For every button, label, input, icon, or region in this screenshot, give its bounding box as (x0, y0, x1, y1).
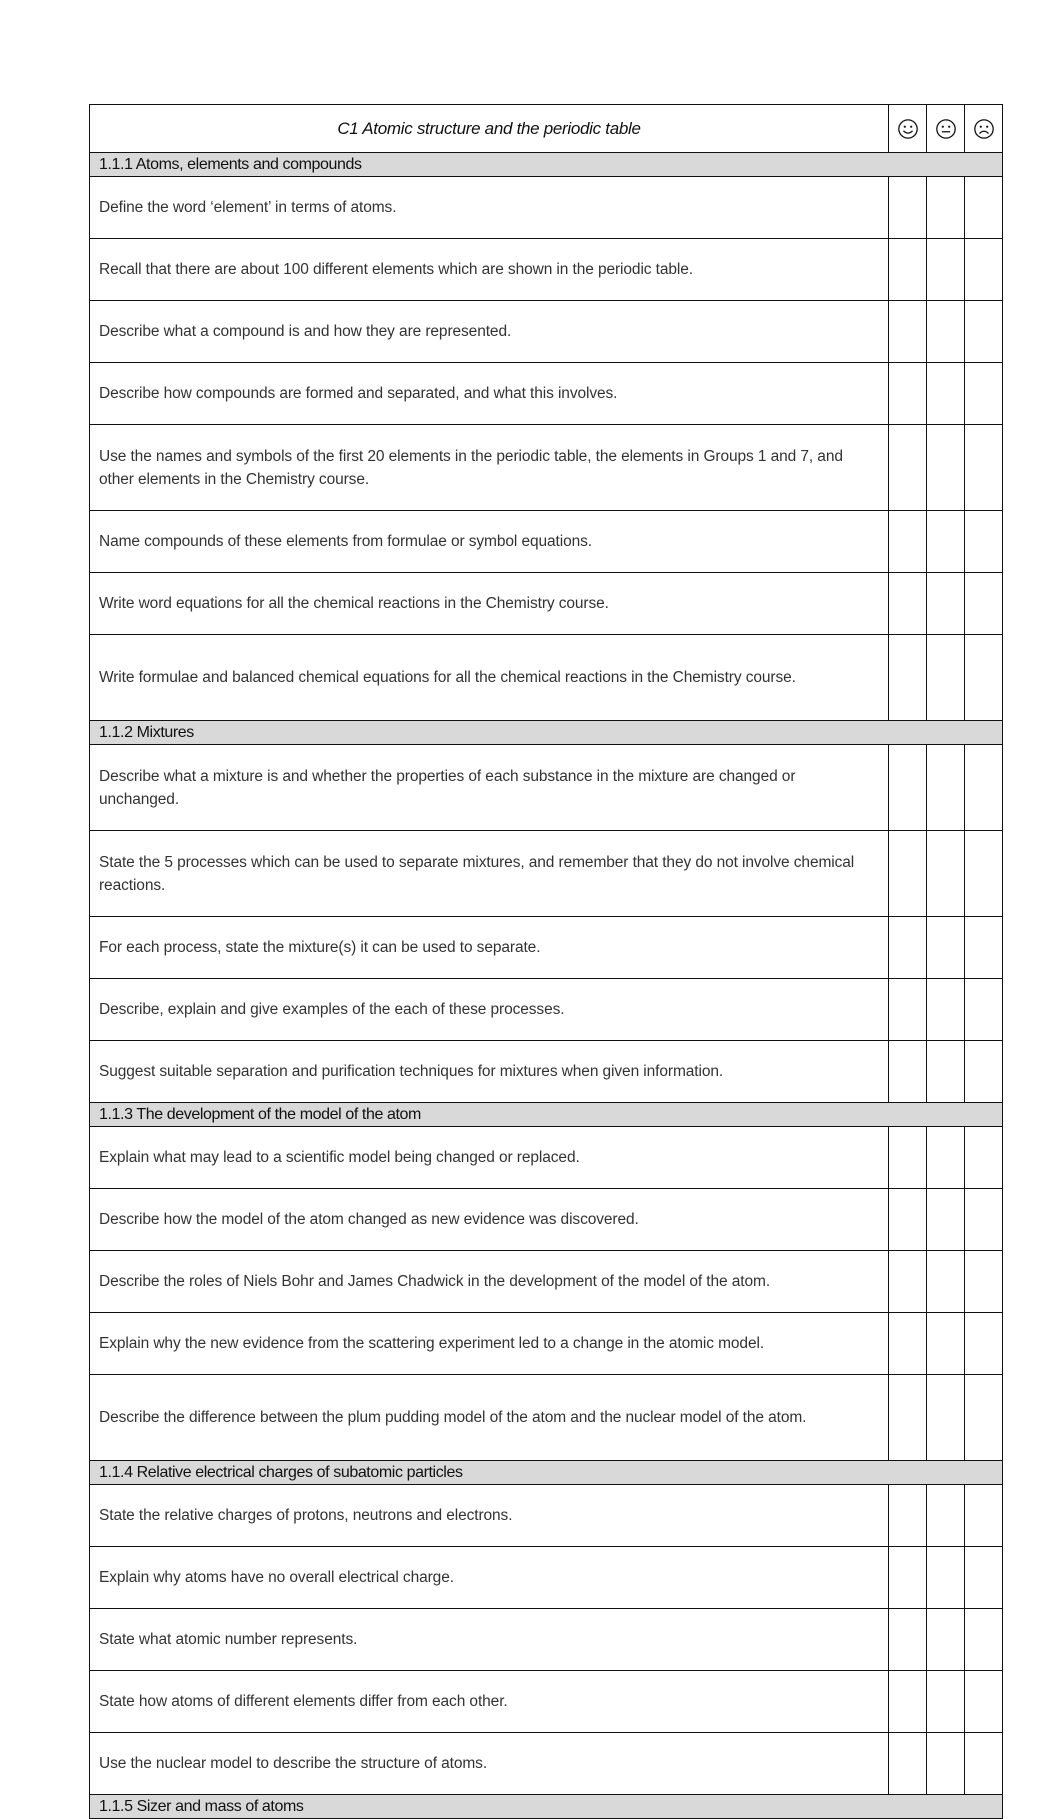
smiley-sad-icon (973, 118, 995, 140)
rating-checkbox-neutral[interactable] (927, 1127, 965, 1189)
learning-objective-text: Recall that there are about 100 different elements which are shown in the periodic table. (90, 239, 889, 301)
rating-checkbox-sad[interactable] (965, 1485, 1003, 1547)
rating-checkbox-happy[interactable] (889, 239, 927, 301)
smiley-happy-icon (897, 118, 919, 140)
learning-objective-text: Describe how compounds are formed and separated, and what this involves. (90, 363, 889, 425)
learning-objective-text: State what atomic number represents. (90, 1609, 889, 1671)
learning-objective-text: For each process, state the mixture(s) it can be used to separate. (90, 917, 889, 979)
rating-checkbox-sad[interactable] (965, 177, 1003, 239)
rating-checkbox-neutral[interactable] (927, 511, 965, 573)
checklist-row (90, 1189, 1003, 1251)
rating-checkbox-sad[interactable] (965, 1733, 1003, 1795)
checklist-row (90, 1609, 1003, 1671)
checklist-row (90, 1671, 1003, 1733)
rating-checkbox-neutral[interactable] (927, 177, 965, 239)
learning-objective-text: Write word equations for all the chemical reactions in the Chemistry course. (90, 573, 889, 635)
rating-checkbox-sad[interactable] (965, 1041, 1003, 1103)
rating-checkbox-neutral[interactable] (927, 301, 965, 363)
rating-checkbox-happy[interactable] (889, 511, 927, 573)
rating-header-happy (889, 105, 927, 153)
rating-checkbox-happy[interactable] (889, 301, 927, 363)
section-heading: 1.1.1 Atoms, elements and compounds (90, 153, 1003, 177)
checklist-row (90, 831, 1003, 917)
rating-checkbox-neutral[interactable] (927, 239, 965, 301)
rating-checkbox-happy[interactable] (889, 425, 927, 511)
title-row (90, 105, 1003, 153)
checklist-row (90, 1313, 1003, 1375)
rating-checkbox-happy[interactable] (889, 1189, 927, 1251)
rating-checkbox-happy[interactable] (889, 635, 927, 721)
smiley-neutral-icon (935, 118, 957, 140)
rating-checkbox-neutral[interactable] (927, 1609, 965, 1671)
section-heading: 1.1.2 Mixtures (90, 721, 1003, 745)
rating-checkbox-sad[interactable] (965, 1127, 1003, 1189)
section-header-row (90, 1103, 1003, 1127)
learning-objective-text: State the 5 processes which can be used to separate mixtures, and remember that they do not involve chemical reactions. (90, 831, 889, 917)
rating-checkbox-sad[interactable] (965, 301, 1003, 363)
rating-checkbox-happy[interactable] (889, 1547, 927, 1609)
rating-checkbox-sad[interactable] (965, 511, 1003, 573)
checklist-row (90, 1375, 1003, 1461)
section-heading: 1.1.3 The development of the model of the atom (90, 1103, 1003, 1127)
rating-checkbox-neutral[interactable] (927, 979, 965, 1041)
rating-checkbox-neutral[interactable] (927, 917, 965, 979)
rating-checkbox-sad[interactable] (965, 1189, 1003, 1251)
rating-checkbox-neutral[interactable] (927, 573, 965, 635)
rating-checkbox-neutral[interactable] (927, 831, 965, 917)
rating-checkbox-sad[interactable] (965, 979, 1003, 1041)
rating-checkbox-happy[interactable] (889, 831, 927, 917)
checklist-row (90, 573, 1003, 635)
section-heading: 1.1.4 Relative electrical charges of subatomic particles (90, 1461, 1003, 1485)
rating-checkbox-happy[interactable] (889, 1251, 927, 1313)
rating-checkbox-sad[interactable] (965, 745, 1003, 831)
learning-objective-text: Suggest suitable separation and purification techniques for mixtures when given information. (90, 1041, 889, 1103)
learning-objective-text: Explain why the new evidence from the scattering experiment led to a change in the atomic model. (90, 1313, 889, 1375)
learning-objective-text: State the relative charges of protons, neutrons and electrons. (90, 1485, 889, 1547)
learning-objective-text: Use the nuclear model to describe the structure of atoms. (90, 1733, 889, 1795)
checklist-page (89, 104, 1003, 1819)
section-heading: 1.1.5 Sizer and mass of atoms (90, 1795, 1003, 1819)
rating-checkbox-sad[interactable] (965, 239, 1003, 301)
learning-objective-text: Explain why atoms have no overall electrical charge. (90, 1547, 889, 1609)
checklist-row (90, 1251, 1003, 1313)
learning-objective-text: Describe what a mixture is and whether the properties of each substance in the mixture are changed or unchanged. (90, 745, 889, 831)
rating-checkbox-neutral[interactable] (927, 1547, 965, 1609)
rating-checkbox-neutral[interactable] (927, 425, 965, 511)
rating-checkbox-happy[interactable] (889, 363, 927, 425)
rating-checkbox-happy[interactable] (889, 1609, 927, 1671)
rating-checkbox-sad[interactable] (965, 425, 1003, 511)
rating-checkbox-happy[interactable] (889, 917, 927, 979)
rating-checkbox-sad[interactable] (965, 1671, 1003, 1733)
rating-checkbox-neutral[interactable] (927, 1041, 965, 1103)
rating-checkbox-happy[interactable] (889, 1041, 927, 1103)
learning-objective-text: Write formulae and balanced chemical equations for all the chemical reactions in the Chemistry course. (90, 635, 889, 721)
rating-checkbox-happy[interactable] (889, 1375, 927, 1461)
rating-checkbox-happy[interactable] (889, 1671, 927, 1733)
rating-checkbox-sad[interactable] (965, 917, 1003, 979)
checklist-row (90, 635, 1003, 721)
section-header-row (90, 1795, 1003, 1819)
rating-checkbox-sad[interactable] (965, 635, 1003, 721)
rating-checkbox-happy[interactable] (889, 1733, 927, 1795)
checklist-row (90, 1547, 1003, 1609)
checklist-row (90, 177, 1003, 239)
rating-checkbox-happy[interactable] (889, 177, 927, 239)
checklist-row (90, 1127, 1003, 1189)
rating-header-neutral (927, 105, 965, 153)
checklist-row (90, 917, 1003, 979)
learning-objective-text: Use the names and symbols of the first 20 elements in the periodic table, the elements in Groups 1 and 7, and other elements in the Chemistry course. (90, 425, 889, 511)
topic-checklist-table (89, 104, 1003, 1819)
table-title: C1 Atomic structure and the periodic table (90, 105, 889, 153)
rating-checkbox-sad[interactable] (965, 363, 1003, 425)
learning-objective-text: Explain what may lead to a scientific model being changed or replaced. (90, 1127, 889, 1189)
rating-checkbox-happy[interactable] (889, 573, 927, 635)
section-header-row (90, 721, 1003, 745)
rating-checkbox-happy[interactable] (889, 979, 927, 1041)
rating-checkbox-neutral[interactable] (927, 745, 965, 831)
learning-objective-text: State how atoms of different elements differ from each other. (90, 1671, 889, 1733)
checklist-row (90, 745, 1003, 831)
rating-checkbox-neutral[interactable] (927, 1189, 965, 1251)
checklist-row (90, 425, 1003, 511)
rating-checkbox-sad[interactable] (965, 1251, 1003, 1313)
checklist-row (90, 511, 1003, 573)
rating-checkbox-neutral[interactable] (927, 1733, 965, 1795)
rating-checkbox-happy[interactable] (889, 1313, 927, 1375)
learning-objective-text: Describe, explain and give examples of the each of these processes. (90, 979, 889, 1041)
rating-checkbox-neutral[interactable] (927, 1485, 965, 1547)
rating-checkbox-neutral[interactable] (927, 1671, 965, 1733)
checklist-row (90, 979, 1003, 1041)
learning-objective-text: Describe how the model of the atom changed as new evidence was discovered. (90, 1189, 889, 1251)
rating-checkbox-sad[interactable] (965, 1313, 1003, 1375)
rating-checkbox-happy[interactable] (889, 745, 927, 831)
checklist-row (90, 1485, 1003, 1547)
learning-objective-text: Describe what a compound is and how they are represented. (90, 301, 889, 363)
rating-checkbox-happy[interactable] (889, 1485, 927, 1547)
rating-checkbox-sad[interactable] (965, 831, 1003, 917)
section-header-row (90, 1461, 1003, 1485)
rating-checkbox-neutral[interactable] (927, 1251, 965, 1313)
section-header-row (90, 153, 1003, 177)
rating-checkbox-neutral[interactable] (927, 1313, 965, 1375)
rating-checkbox-sad[interactable] (965, 1375, 1003, 1461)
checklist-row (90, 363, 1003, 425)
rating-checkbox-happy[interactable] (889, 1127, 927, 1189)
learning-objective-text: Name compounds of these elements from formulae or symbol equations. (90, 511, 889, 573)
rating-checkbox-neutral[interactable] (927, 363, 965, 425)
checklist-row (90, 301, 1003, 363)
checklist-row (90, 239, 1003, 301)
learning-objective-text: Describe the roles of Niels Bohr and James Chadwick in the development of the model of the atom. (90, 1251, 889, 1313)
rating-checkbox-sad[interactable] (965, 1547, 1003, 1609)
rating-checkbox-neutral[interactable] (927, 1375, 965, 1461)
rating-checkbox-neutral[interactable] (927, 635, 965, 721)
checklist-row (90, 1733, 1003, 1795)
checklist-row (90, 1041, 1003, 1103)
learning-objective-text: Describe the difference between the plum pudding model of the atom and the nuclear model of the atom. (90, 1375, 889, 1461)
rating-checkbox-sad[interactable] (965, 573, 1003, 635)
rating-header-sad (965, 105, 1003, 153)
rating-checkbox-sad[interactable] (965, 1609, 1003, 1671)
learning-objective-text: Define the word ‘element’ in terms of atoms. (90, 177, 889, 239)
